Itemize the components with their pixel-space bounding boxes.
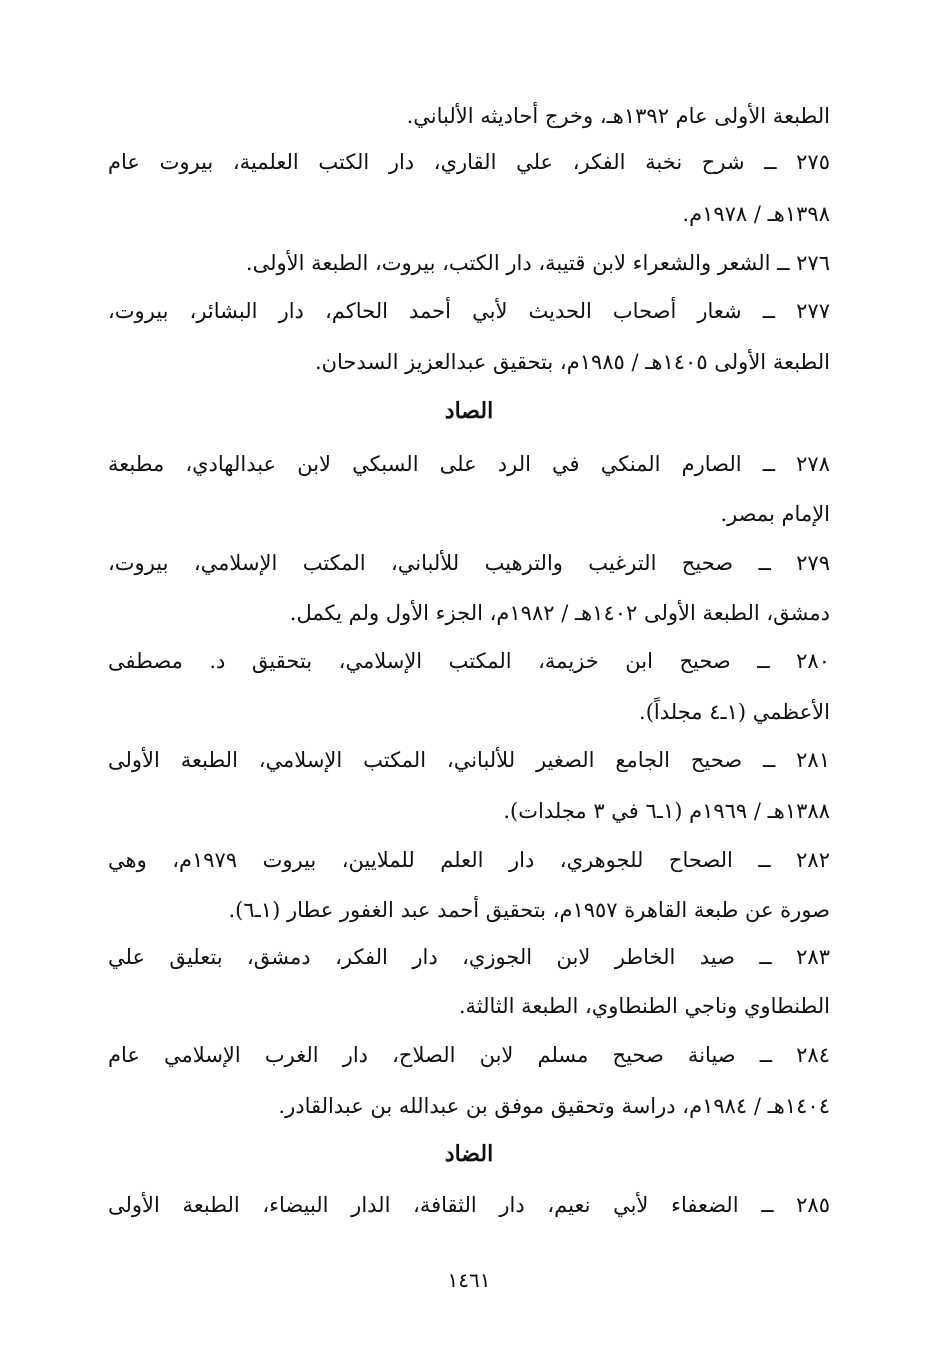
entry-282-line-1: ٢٨٢ ــ الصحاح للجوهري، دار العلم للملايين، بيروت ١٩٧٩م، وهي — [108, 848, 830, 872]
entry-284-line-2: ١٤٠٤هـ / ١٩٨٤م، دراسة وتحقيق موفق بن عبدالله بن عبدالقادر. — [278, 1094, 830, 1118]
page-number: ١٤٦١ — [447, 1268, 491, 1292]
entry-285-line-1: ٢٨٥ ــ الضعفاء لأبي نعيم، دار الثقافة، الدار البيضاء، الطبعة الأولى — [108, 1193, 830, 1217]
entry-283-line-1: ٢٨٣ ــ صيد الخاطر لابن الجوزي، دار الفكر، دمشق، بتعليق علي — [108, 945, 830, 969]
entry-277-line-1: ٢٧٧ ــ شعار أصحاب الحديث لأبي أحمد الحاكم، دار البشائر، بيروت، — [108, 299, 830, 323]
entry-279-line-1: ٢٧٩ ــ صحيح الترغيب والترهيب للألباني، المكتب الإسلامي، بيروت، — [108, 551, 830, 575]
entry-281-line-1: ٢٨١ ــ صحيح الجامع الصغير للألباني، المكتب الإسلامي، الطبعة الأولى — [108, 748, 830, 772]
entry-278-line-2: الإمام بمصر. — [720, 502, 830, 526]
section-heading-sad: الصاد — [444, 398, 494, 424]
entry-275-line-2: ١٣٩٨هـ / ١٩٧٨م. — [682, 202, 830, 226]
entry-280-line-1: ٢٨٠ ــ صحيح ابن خزيمة، المكتب الإسلامي، بتحقيق د. مصطفى — [108, 649, 830, 673]
text-line: الطبعة الأولى عام ١٣٩٢هـ، وخرج أحاديثه الألباني. — [406, 104, 830, 128]
entry-275-line-1: ٢٧٥ ــ شرح نخبة الفكر، علي القاري، دار الكتب العلمية، بيروت عام — [108, 150, 830, 174]
entry-276-line-1: ٢٧٦ ــ الشعر والشعراء لابن قتيبة، دار الكتب، بيروت، الطبعة الأولى. — [245, 251, 830, 275]
entry-282-line-2: صورة عن طبعة القاهرة ١٩٥٧م، بتحقيق أحمد عبد الغفور عطار (١ـ٦). — [228, 898, 830, 922]
entry-283-line-2: الطنطاوي وناجي الطنطاوي، الطبعة الثالثة. — [458, 994, 830, 1018]
entry-281-line-2: ١٣٨٨هـ / ١٩٦٩م (١ـ٦ في ٣ مجلدات). — [503, 799, 830, 823]
section-heading-dad: الضاد — [444, 1141, 494, 1167]
entry-277-line-2: الطبعة الأولى ١٤٠٥هـ / ١٩٨٥م، بتحقيق عبدالعزيز السدحان. — [314, 350, 830, 374]
entry-278-line-1: ٢٧٨ ــ الصارم المنكي في الرد على السبكي لابن عبدالهادي، مطبعة — [108, 452, 830, 476]
entry-280-line-2: الأعظمي (١ـ٤ مجلداً). — [639, 700, 830, 724]
entry-279-line-2: دمشق، الطبعة الأولى ١٤٠٢هـ / ١٩٨٢م، الجزء الأول ولم يكمل. — [289, 601, 830, 625]
entry-284-line-1: ٢٨٤ ــ صيانة صحيح مسلم لابن الصلاح، دار الغرب الإسلامي عام — [108, 1043, 830, 1067]
